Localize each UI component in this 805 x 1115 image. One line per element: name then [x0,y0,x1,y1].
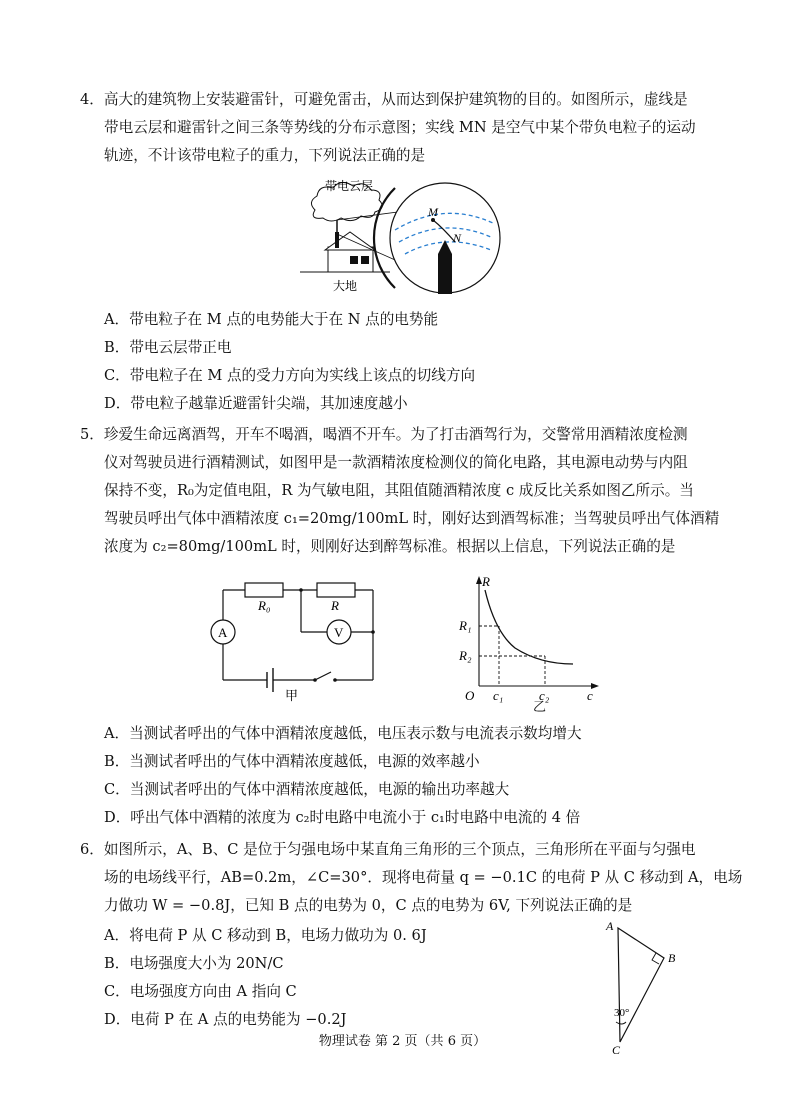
vertex-c: C [612,1043,621,1057]
ground-label: 大地 [333,279,358,293]
r1-label: R₁ [459,618,472,633]
q6-option-c: C．电场强度方向由 A 指向 C [104,983,297,1000]
q6-line-1: 6．如图所示，A、B、C 是位于匀强电场中某直角三角形的三个顶点，三角形所在平面与匀强电 [80,841,696,858]
graph-caption: 乙 [533,700,547,715]
r-vs-c-graph [455,572,605,704]
q4-option-b: B．带电云层带正电 [104,339,232,356]
lightning-rod-figure [295,172,510,302]
q5-line-3: 保持不变，R₀为定值电阻，R 为气敏电阻，其阻值随酒精浓度 c 成反比关系如图乙所示。当 [104,482,694,499]
q5-option-b: B．当测试者呼出的气体中酒精浓度越低，电源的效率越小 [104,753,480,770]
x-axis-label: c [587,688,593,703]
house-icon [325,220,375,272]
q6-line-3: 力做功 W = −0.8J，已知 B 点的电势为 0，C 点的电势为 6V, 下列说法正确的是 [104,897,633,914]
vertex-b: B [668,951,676,965]
y-axis-label: R [482,574,490,589]
r-label: R [331,598,339,613]
point-n-label: N [453,231,462,245]
cloud-label: 带电云层 [325,179,374,193]
q6-option-a: A．将电荷 P 从 C 移动到 B，电场力做功为 0. 6J [104,927,427,944]
q5-line-4: 驾驶员呼出气体中酒精浓度 c₁=20mg/100mL 时，刚好达到酒驾标准；当驾驶员呼出气体酒精 [104,510,720,527]
q6-line-2: 场的电场线平行，AB=0.2m，∠C=30°．现将电荷量 q = −0.1C 的电荷 P 从 C 移动到 A，电场 [104,869,743,886]
q4-option-a: A．带电粒子在 M 点的电势能大于在 N 点的电势能 [104,311,439,328]
q5-option-a: A．当测试者呼出的气体中酒精浓度越低，电压表示数与电流表示数均增大 [104,725,582,742]
r0-label: R₀ [258,598,271,613]
q5-line-5: 浓度为 c₂=80mg/100mL 时，则刚好达到醉驾标准。根据以上信息，下列说法正确的是 [104,538,676,555]
page-footer: 物理试卷 第 2 页（共 6 页） [318,1034,487,1049]
q4-line-3: 轨迹，不计该带电粒子的重力，下列说法正确的是 [104,147,426,164]
voltmeter-label: V [334,625,344,640]
c1-label: c₁ [493,688,504,703]
q6-option-d: D．电荷 P 在 A 点的电势能为 −0.2J [104,1011,347,1028]
q5-line-2: 仪对驾驶员进行酒精测试，如图甲是一款酒精浓度检测仪的简化电路，其电源电动势与内阻 [104,454,688,471]
q4-option-d: D．带电粒子越靠近避雷针尖端，其加速度越小 [104,395,408,412]
r2-label: R₂ [459,648,472,663]
q4-line-1: 4．高大的建筑物上安装避雷针，可避免雷击，从而达到保护建筑物的目的。如图所示，虚线是 [80,91,688,108]
q5-option-c: C．当测试者呼出的气体中酒精浓度越低，电源的输出功率越大 [104,781,510,798]
ammeter-label: A [218,625,228,640]
q5-option-d: D．呼出气体中酒精的浓度为 c₂时电路中电流小于 c₁时电路中电流的 4 倍 [104,809,581,826]
c2-label: c₂ [539,688,550,703]
q4-line-2: 带电云层和避雷针之间三条等势线的分布示意图；实线 MN 是空气中某个带负电粒子的运动 [104,119,696,136]
circuit-diagram [205,572,390,704]
circuit-caption: 甲 [285,688,299,703]
q4-option-c: C．带电粒子在 M 点的受力方向为实线上该点的切线方向 [104,367,476,384]
q6-option-b: B．电场强度大小为 20N/C [104,955,284,972]
origin-label: O [465,688,475,703]
point-m-label: M [428,205,438,219]
q5-line-1: 5．珍爱生命远离酒驾，开车不喝酒，喝酒不开车。为了打击酒驾行为，交警常用酒精浓度检测 [80,426,688,443]
vertex-a: A [606,919,614,933]
angle-label: 30° [614,1007,630,1019]
